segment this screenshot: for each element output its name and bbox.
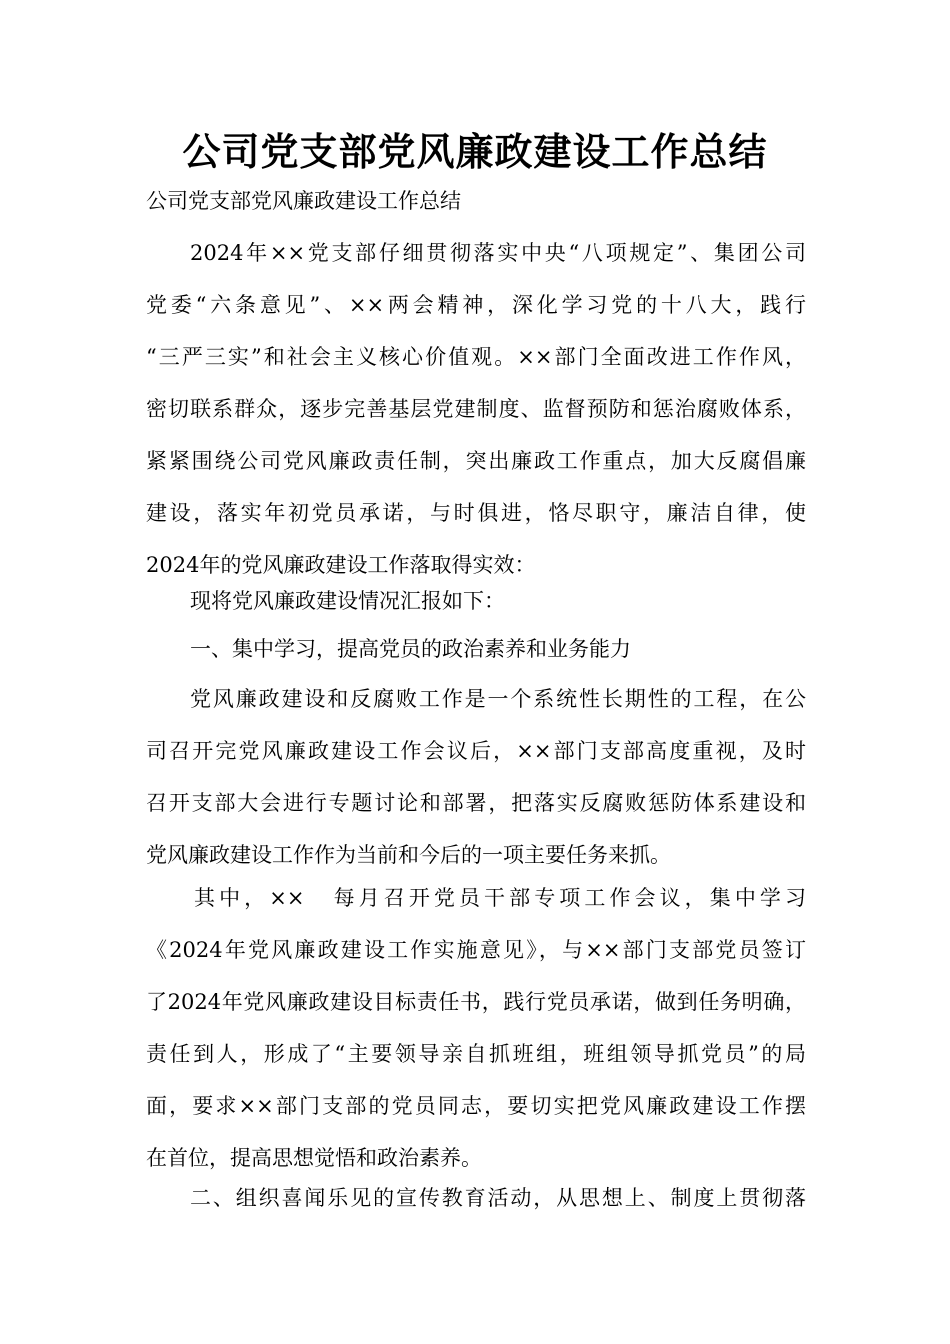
paragraph-3 <box>146 673 806 881</box>
paragraph-1 <box>146 227 806 591</box>
paragraph-line: “三严三实”和社会主义核心价值观。××部门全面改进工作作风， <box>146 345 806 369</box>
paragraph-line: 面，要求××部门支部的党员同志，要切实把党风廉政建设工作摆 <box>146 1094 806 1118</box>
section-heading: 二、组织喜闻乐见的宣传教育活动，从思想上、制度上贯彻落 <box>190 1186 806 1210</box>
document-title: 公司党支部党风廉政建设工作总结 <box>182 130 768 174</box>
paragraph-4 <box>146 872 806 1184</box>
section-heading-1 <box>146 623 806 675</box>
paragraph-line: 了2024年党风廉政建设目标责任书，践行党员承诺，做到任务明确， <box>146 990 806 1014</box>
paragraph-line: 党委“六条意见”、××两会精神，深化学习党的十八大，践行 <box>146 293 806 317</box>
document-subtitle-block <box>146 175 806 227</box>
paragraph-2 <box>146 575 806 627</box>
paragraph-line: 2024年××党支部仔细贯彻落实中央“八项规定”、集团公司 <box>190 241 806 265</box>
paragraph-line: 2024年的党风廉政建设工作落取得实效： <box>146 553 536 577</box>
paragraph-line: 召开支部大会进行专题讨论和部署，把落实反腐败惩防体系建设和 <box>146 791 806 815</box>
paragraph-line: 密切联系群众，逐步完善基层党建制度、监督预防和惩治腐败体系， <box>146 397 806 421</box>
paragraph-line: 紧紧围绕公司党风廉政责任制，突出廉政工作重点，加大反腐倡廉 <box>146 449 806 473</box>
paragraph-line: 《2024年党风廉政建设工作实施意见》，与××部门支部党员签订 <box>146 938 806 962</box>
section-heading-2 <box>146 1172 806 1224</box>
paragraph-line: 责任到人，形成了“主要领导亲自抓班组，班组领导抓党员”的局 <box>146 1042 806 1066</box>
paragraph-line: 在首位，提高思想觉悟和政治素养。 <box>146 1146 482 1170</box>
paragraph-line: 党风廉政建设和反腐败工作是一个系统性长期性的工程，在公 <box>190 687 806 711</box>
paragraph-line: 司召开完党风廉政建设工作会议后，××部门支部高度重视，及时 <box>146 739 806 763</box>
section-heading: 一、集中学习，提高党员的政治素养和业务能力 <box>190 637 631 661</box>
paragraph-line: 现将党风廉政建设情况汇报如下： <box>190 589 505 613</box>
document-subtitle: 公司党支部党风廉政建设工作总结 <box>146 189 461 213</box>
paragraph-line: 党风廉政建设工作作为当前和今后的一项主要任务来抓。 <box>146 843 671 867</box>
paragraph-line: 其中，×× 每月召开党员干部专项工作会议，集中学习 <box>194 886 806 910</box>
paragraph-line: 建设，落实年初党员承诺，与时俱进，恪尽职守，廉洁自律，使 <box>146 501 806 525</box>
